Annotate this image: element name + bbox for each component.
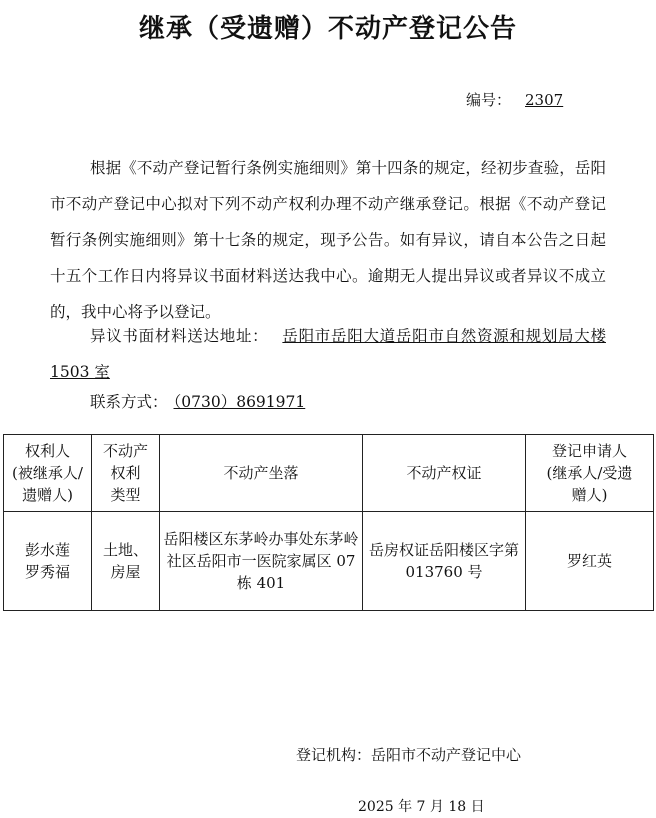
objection-address-value: 岳阳市岳阳大道岳阳市自然资源和规划局大楼 1503 室 — [50, 327, 606, 381]
page-title: 继承（受遗赠）不动产登记公告 — [138, 14, 517, 44]
authority-value: 岳阳市不动产登记中心 — [371, 746, 522, 764]
table-row — [4, 512, 654, 611]
cell-certificate: 岳房权证岳阳楼区字第 013760 号 — [363, 512, 526, 611]
document-number-value: 2307 — [525, 91, 564, 109]
header-applicant: 登记申请人 (继承人/受遗 赠人) — [526, 435, 654, 512]
contact-value: （0730）8691971 — [173, 393, 306, 411]
authority-label: 登记机构： — [296, 746, 372, 764]
objection-address — [50, 318, 606, 390]
contact-info — [50, 384, 606, 420]
objection-address-label: 异议书面材料送达地址： — [90, 327, 269, 345]
registration-authority — [296, 744, 521, 765]
header-certificate: 不动产权证 — [363, 435, 526, 512]
cell-applicant: 罗红英 — [526, 512, 654, 611]
announcement-date: 2025 年 7 月 18 日 — [358, 799, 485, 815]
contact-label: 联系方式： — [90, 393, 168, 411]
document-number — [466, 89, 563, 110]
header-owner: 权利人 (被继承人/ 遗赠人) — [4, 435, 92, 512]
cell-location: 岳阳楼区东茅岭办事处东茅岭社区岳阳市一医院家属区 07 栋 401 — [160, 512, 363, 611]
cell-right-type: 土地、 房屋 — [92, 512, 160, 611]
cell-owners: 彭水莲 罗秀福 — [4, 512, 92, 611]
announcement-body: 根据《不动产登记暂行条例实施细则》第十四条的规定，经初步查验，岳阳市不动产登记中心拟对下列不动产权利办理不动产继承登记。根据《不动产登记暂行条例实施细则》第十七条的规定，现予公告。如有异议，请自本公告之日起十五个工作日内将异议书面材料送达我中心。逾期无人提出异议或者异议不成立的，我中心将予以登记。 — [50, 159, 606, 321]
table-header-row — [4, 435, 654, 512]
document-number-label: 编号： — [466, 91, 512, 109]
header-right-type: 不动产 权利 类型 — [92, 435, 160, 512]
header-location: 不动产坐落 — [160, 435, 363, 512]
registration-table — [3, 434, 654, 611]
